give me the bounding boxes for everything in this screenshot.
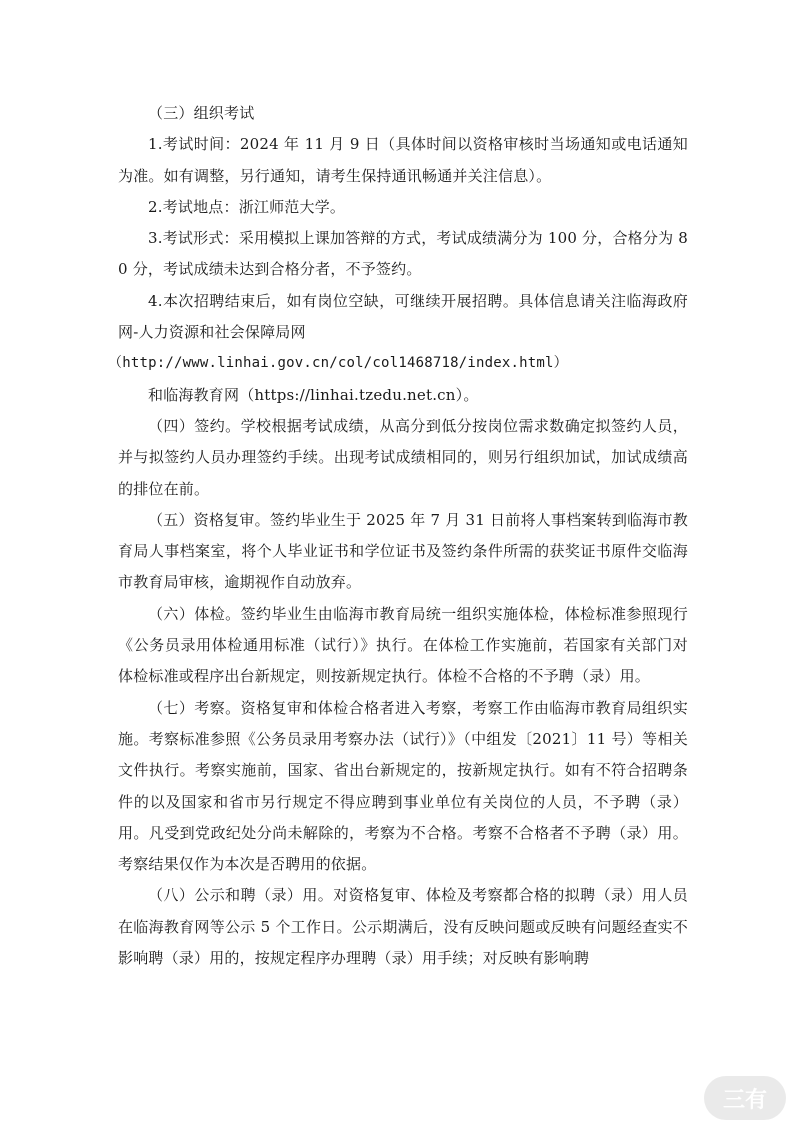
- paragraph-medical-exam: （六）体检。签约毕业生由临海市教育局统一组织实施体检，体检标准参照现行《公务员录用体检通用标准（试行）》执行。在体检工作实施前，若国家有关部门对体检标准或程序出台新规定，则按新规定执行。体检不合格的不予聘（录）用。: [118, 604, 688, 686]
- paragraph-inspection: （七）考察。资格复审和体检合格者进入考察，考察工作由临海市教育局组织实施。考察标准参照《公务员录用考察办法（试行）》（中组发〔2021〕11 号）等相关文件执行。考察实施前，国家、省出台新规定的，按新规定执行。如有不符合招聘条件的以及国家和省市另行规定不得应聘到事业单位有关岗位的人员，不予聘（录）用。凡受到党政纪处分尚未解除的，考察为不合格。考察不合格者不予聘（录）用。考察结果仅作为本次是否聘用的依据。: [118, 698, 688, 874]
- paragraph-signing: （四）签约。学校根据考试成绩，从高分到低分按岗位需求数确定拟签约人员，并与拟签约人员办理签约手续。出现考试成绩相同的，则另行组织加试，加试成绩高的排位在前。: [118, 416, 688, 498]
- watermark-logo: 三有: [704, 1076, 786, 1120]
- section-heading-exam: （三）组织考试: [148, 104, 255, 122]
- document-body: [108, 98, 688, 974]
- paragraph-qualification-review: （五）资格复审。签约毕业生于 2025 年 7 月 31 日前将人事档案转到临海市教育局人事档案室，将个人毕业证书和学位证书及签约条件所需的获奖证书原件交临海市教育局审核，逾期视作自动放弃。: [118, 510, 688, 592]
- paragraph-exam-time: 1.考试时间：2024 年 11 月 9 日（具体时间以资格审核时当场通知或电话通知为准。如有调整，另行通知，请考生保持通讯畅通并关注信息）。: [118, 135, 688, 185]
- paragraph-linhai-edu-link: 和临海教育网（https://linhai.tzedu.net.cn）。: [148, 385, 479, 404]
- paragraph-vacancy-notice: 4.本次招聘结束后，如有岗位空缺，可继续开展招聘。具体信息请关注临海政府网-人力资源和社会保障局网: [118, 291, 688, 342]
- paragraph-exam-format: 3.考试形式：采用模拟上课加答辩的方式，考试成绩满分为 100 分，合格分为 80 分，考试成绩未达到合格分者，不予签约。: [118, 229, 688, 279]
- paragraph-publicity-hiring: （八）公示和聘（录）用。对资格复审、体检及考察都合格的拟聘（录）用人员在临海教育网等公示 5 个工作日。公示期满后，没有反映问题或反映有问题经查实不影响聘（录）用的，按规定程序办理聘（录）用手续；对反映有影响聘: [118, 886, 688, 968]
- link-linhai-gov[interactable]: （http://www.linhai.gov.cn/col/col1468718/index.html）: [108, 355, 568, 372]
- paragraph-exam-location: 2.考试地点：浙江师范大学。: [148, 197, 346, 216]
